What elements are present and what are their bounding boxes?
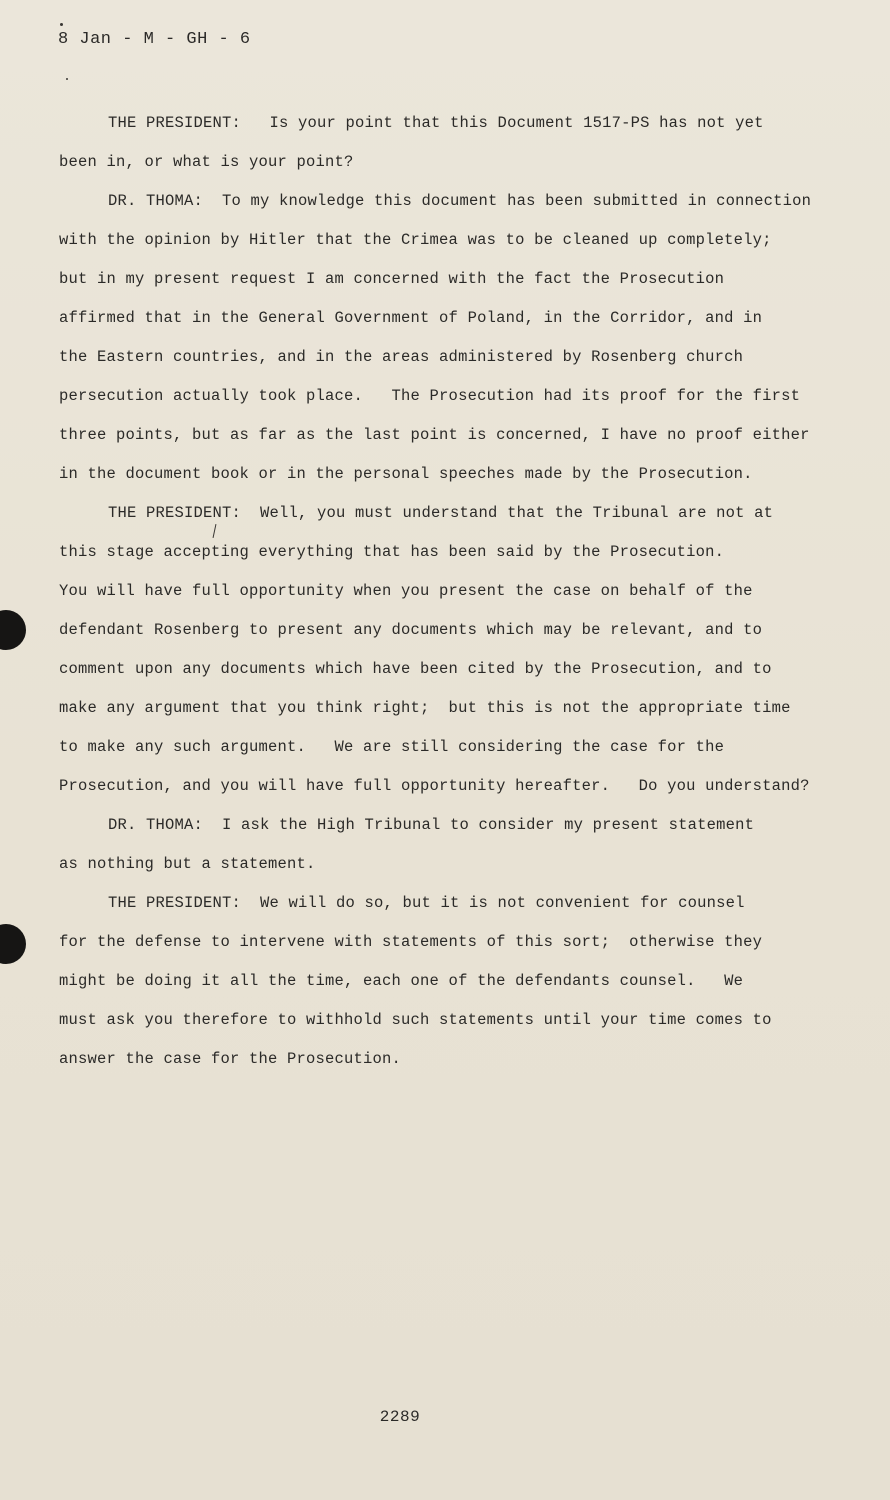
transcript-line: persecution actually took place. The Prosecution had its proof for the first	[59, 387, 801, 405]
transcript-line: three points, but as far as the last point is concerned, I have no proof either	[59, 426, 810, 444]
transcript-line: defendant Rosenberg to present any documents which may be relevant, and to	[59, 621, 763, 639]
transcript-line: DR. THOMA: To my knowledge this document has been submitted in connection	[108, 192, 812, 210]
transcript-line: DR. THOMA: I ask the High Tribunal to consider my present statement	[108, 816, 755, 834]
transcript-line: Prosecution, and you will have full opportunity hereafter. Do you understand?	[59, 777, 810, 795]
page-number: 2289	[379, 1408, 421, 1426]
transcript-line: You will have full opportunity when you present the case on behalf of the	[59, 582, 753, 600]
transcript-line: comment upon any documents which have been cited by the Prosecution, and to	[59, 660, 772, 678]
transcript-line: THE PRESIDENT: Is your point that this Document 1517-PS has not yet	[108, 114, 764, 132]
ink-mark	[66, 78, 68, 80]
transcript-line: to make any such argument. We are still considering the case for the	[59, 738, 725, 756]
transcript-line: answer the case for the Prosecution.	[59, 1050, 402, 1068]
page-header: 8 Jan - M - GH - 6	[58, 30, 251, 49]
transcript-line: must ask you therefore to withhold such statements until your time comes to	[59, 1011, 772, 1029]
ink-mark	[60, 23, 63, 26]
transcript-line: in the document book or in the personal speeches made by the Prosecution.	[59, 465, 753, 483]
transcript-line: been in, or what is your point?	[59, 153, 354, 171]
punch-hole-bottom	[0, 924, 26, 964]
transcript-line: for the defense to intervene with statements of this sort; otherwise they	[59, 933, 763, 951]
transcript-line: but in my present request I am concerned with the fact the Prosecution	[59, 270, 725, 288]
transcript-line: THE PRESIDENT: We will do so, but it is not convenient for counsel	[108, 894, 745, 912]
transcript-line: the Eastern countries, and in the areas administered by Rosenberg church	[59, 348, 744, 366]
transcript-line: this stage accepting everything that has been said by the Prosecution.	[59, 543, 725, 561]
transcript-line: affirmed that in the General Government of Poland, in the Corridor, and in	[59, 309, 763, 327]
transcript-line: as nothing but a statement.	[59, 855, 316, 873]
transcript-line: with the opinion by Hitler that the Crimea was to be cleaned up completely;	[59, 231, 772, 249]
transcript-body	[59, 104, 839, 1079]
punch-hole-top	[0, 610, 26, 650]
transcript-line: THE PRESIDENT: Well, you must understand that the Tribunal are not at	[108, 504, 774, 522]
transcript-line: make any argument that you think right; but this is not the appropriate time	[59, 699, 791, 717]
transcript-line: might be doing it all the time, each one of the defendants counsel. We	[59, 972, 744, 990]
